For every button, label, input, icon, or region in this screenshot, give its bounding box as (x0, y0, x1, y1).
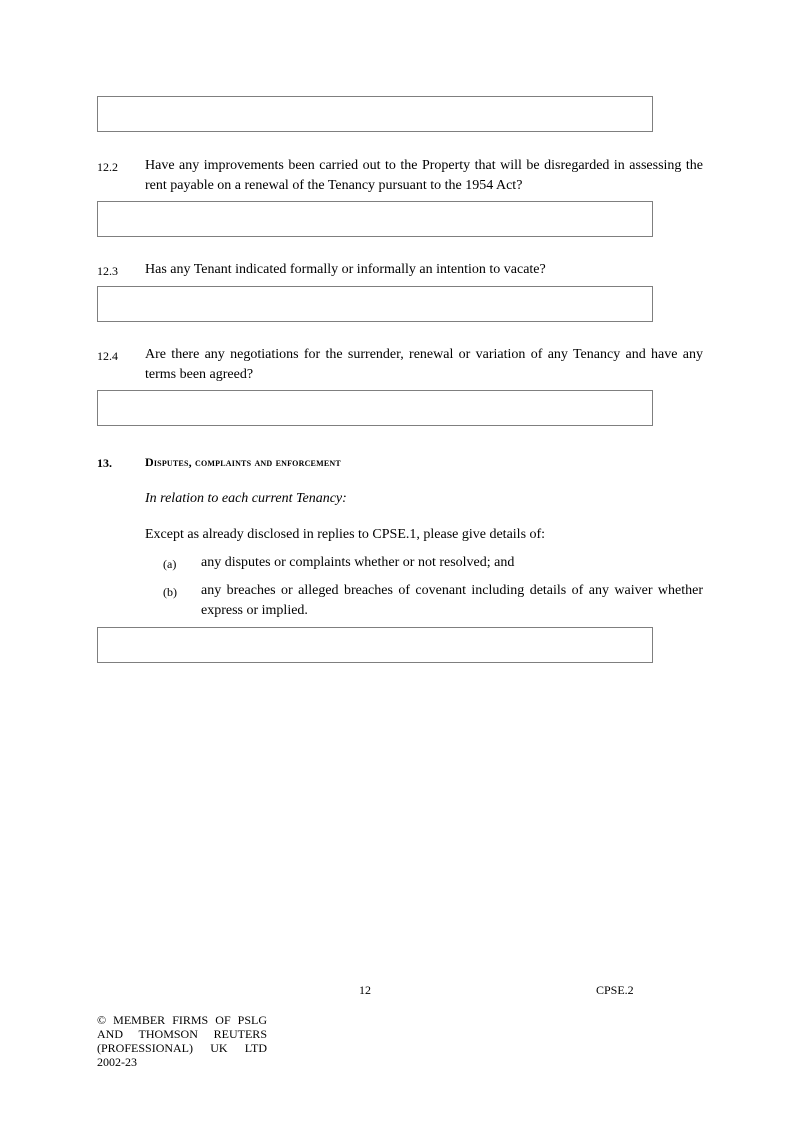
section-number: 13. (97, 456, 112, 470)
answer-box-12-2[interactable] (97, 201, 653, 237)
item-text-b: any breaches or alleged breaches of covenant including details of any waiver whether express or implied. (201, 583, 703, 618)
item-label-a: (a) (163, 557, 177, 571)
copyright-line-4: 2002-23 (97, 1055, 137, 1069)
answer-box-13[interactable] (97, 627, 653, 663)
item-label-b: (b) (163, 585, 177, 599)
answer-box-12-1[interactable] (97, 96, 653, 132)
question-text-12-3: Has any Tenant indicated formally or informally an intention to vacate? (145, 262, 546, 277)
section-lead-text: Except as already disclosed in replies to CPSE.1, please give details of: (145, 527, 546, 542)
question-number-12-4: 12.4 (97, 349, 118, 363)
page-number: 12 (359, 983, 371, 997)
item-text-a: any disputes or complaints whether or not resolved; and (201, 555, 515, 570)
answer-box-12-3[interactable] (97, 286, 653, 322)
question-text-12-2: Have any improvements been carried out to the Property that will be disregarded in assessing the rent payable on a renewal of the Tenancy pursuant to the 1954 Act? (145, 158, 703, 193)
question-text-12-4: Are there any negotiations for the surrender, renewal or variation of any Tenancy and have any terms been agreed? (145, 347, 703, 382)
question-number-12-3: 12.3 (97, 264, 118, 278)
answer-box-12-4[interactable] (97, 390, 653, 426)
copyright-notice (97, 1013, 267, 1069)
copyright-line-2: AND THOMSON REUTERS (97, 1027, 267, 1041)
question-number-12-2: 12.2 (97, 160, 118, 174)
section-intro: In relation to each current Tenancy: (145, 491, 347, 506)
copyright-line-3: (PROFESSIONAL) UK LTD (97, 1041, 267, 1055)
section-heading: Disputes, complaints and enforcement (145, 455, 341, 469)
copyright-line-1: © MEMBER FIRMS OF PSLG (97, 1013, 267, 1027)
form-code: CPSE.2 (596, 983, 634, 997)
